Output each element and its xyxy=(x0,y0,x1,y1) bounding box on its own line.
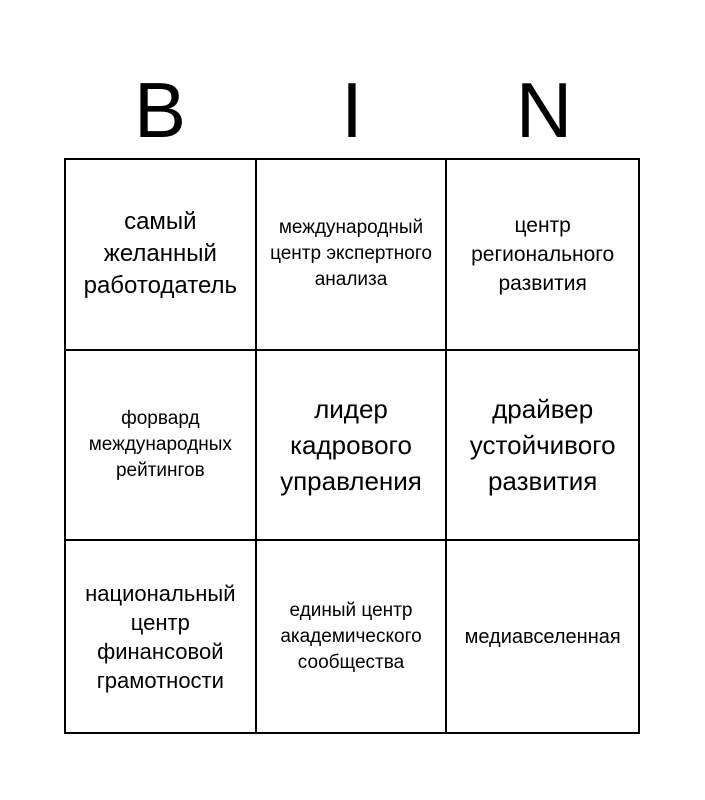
bingo-cell-text: медиавселенная xyxy=(464,625,621,648)
bingo-cell[interactable] xyxy=(257,541,448,732)
header-letter-b: B xyxy=(133,66,187,154)
bingo-cell[interactable] xyxy=(257,351,448,542)
header-letter-n: N xyxy=(515,66,573,154)
bingo-cell[interactable] xyxy=(66,351,257,542)
bingo-board xyxy=(64,158,640,734)
bingo-cell-text: национальный центр финансовой грамотности xyxy=(85,580,236,693)
bingo-cell[interactable] xyxy=(447,351,638,542)
bingo-cell-text: лидер кадрового управления xyxy=(280,393,422,496)
bingo-cell[interactable] xyxy=(447,541,638,732)
bingo-cell[interactable] xyxy=(447,160,638,351)
bingo-cell[interactable] xyxy=(66,160,257,351)
bingo-cell-text: международный центр экспертного анализа xyxy=(270,217,432,291)
bingo-cell[interactable] xyxy=(66,541,257,732)
bingo-cell-text: форвард международных рейтингов xyxy=(88,407,232,481)
bingo-cell-text: самый желанный работодатель xyxy=(83,208,238,300)
bingo-header xyxy=(64,60,640,160)
bingo-cell-text: драйвер устойчивого развития xyxy=(469,393,616,496)
bingo-cell-text: центр регионального развития xyxy=(471,213,615,295)
bingo-cell-text: единый центр академического сообщества xyxy=(280,599,422,673)
bingo-cell[interactable] xyxy=(257,160,448,351)
header-letter-i: I xyxy=(341,66,363,154)
